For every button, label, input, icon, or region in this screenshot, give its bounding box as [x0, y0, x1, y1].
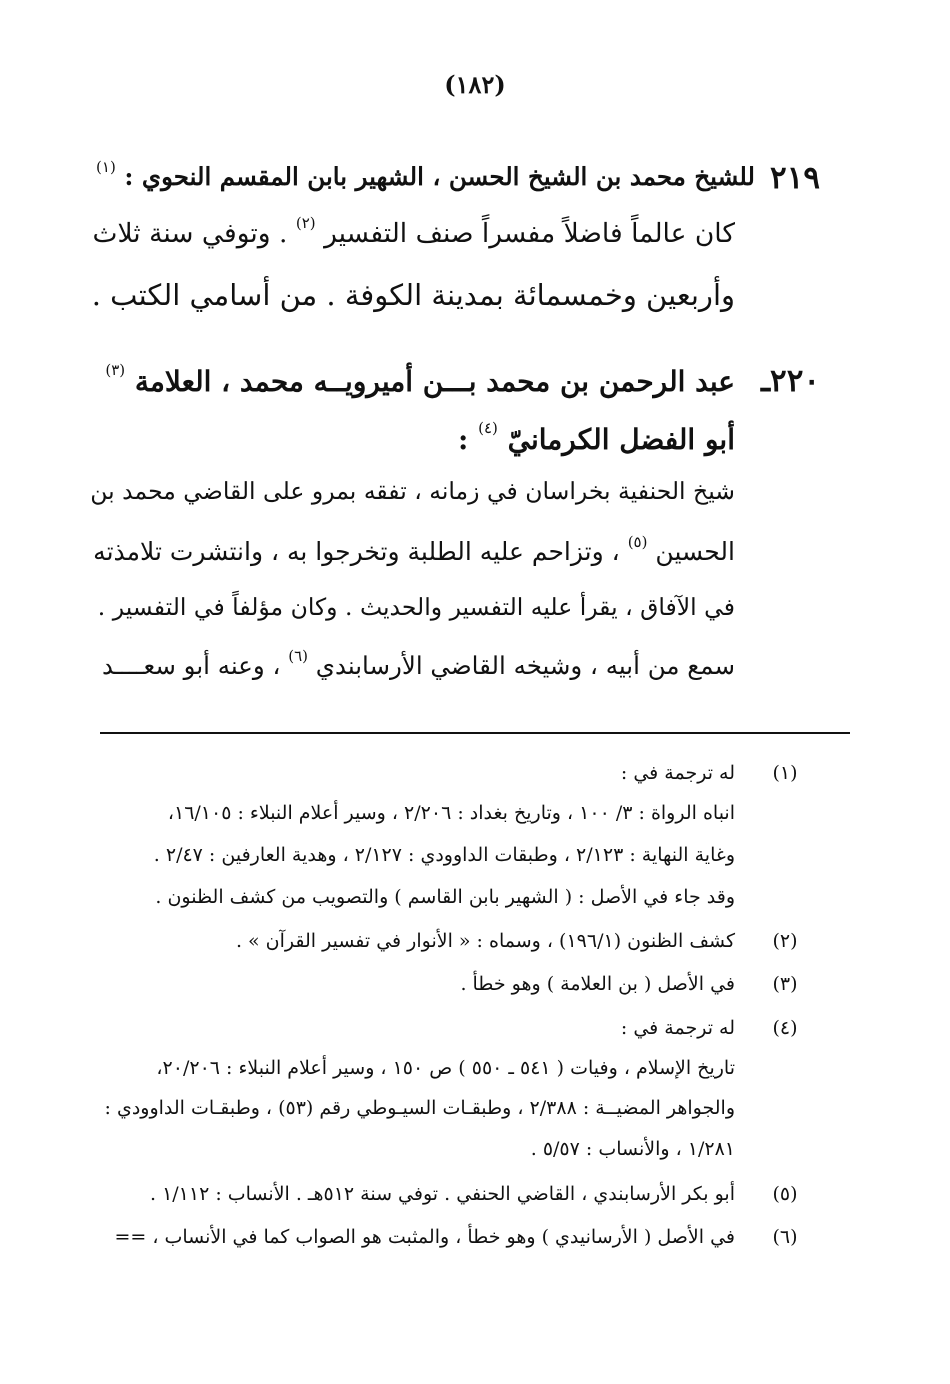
entry-220-heading-2-colon: : — [457, 423, 469, 456]
footnote-ref-1[interactable]: (١) — [96, 158, 116, 176]
entry-220-line-4-text-b: ، وعنه أبو سعــــد — [101, 651, 281, 680]
entry-220-number: ٢٢٠ـ — [760, 363, 820, 399]
footnote-4-line-4: ١/٢٨١ ، والأنساب : ٥/٥٧ . — [530, 1138, 735, 1160]
entry-219-line-1-text-b: . وتوفي سنة ثلاث — [92, 218, 288, 249]
footnote-1-line-3: وغاية النهاية : ٢/١٢٣ ، وطبقات الداوودي : ٢/١٢٧ ، وهدية العارفين : ٢/٤٧ . — [153, 844, 735, 866]
entry-220-line-3: في الآفاق ، يقرأ عليه التفسير والحديث . وكان مؤلفاً في التفسير . — [97, 593, 735, 621]
footnote-3-number: (٣) — [772, 973, 798, 995]
footnote-1-line-1: له ترجمة في : — [620, 762, 735, 784]
footnote-separator — [100, 732, 850, 734]
entry-219-number: ٢١٩ — [770, 160, 820, 196]
footnote-4-line-1: له ترجمة في : — [620, 1017, 735, 1039]
footnote-ref-3[interactable]: (٣) — [105, 361, 126, 379]
footnote-1-line-4: وقد جاء في الأصل : ( الشهير بابن القاسم ) والتصويب من كشف الظنون . — [155, 886, 735, 908]
footnote-ref-6[interactable]: (٦) — [288, 647, 308, 665]
footnote-6-line-1: في الأصل ( الأرسانيدي ) وهو خطأ ، والمثبت هو الصواب كما في الأنساب ، == — [114, 1226, 735, 1248]
entry-219-line-2: وأربعين وخمسمائة بمدينة الكوفة . من أسامي الكتب . — [91, 278, 735, 312]
entry-220-line-2-text-a: الحسين — [655, 537, 735, 566]
footnote-6-number: (٦) — [772, 1226, 798, 1248]
entry-220-heading-1-text: عبد الرحمن بن محمد بـــن أميرويــه محمد ، العلامة — [134, 365, 735, 398]
footnote-1-number: (١) — [772, 762, 798, 784]
entry-219-line-1-text-a: كان عالماً فاضلاً مفسراً صنف التفسير — [324, 218, 735, 249]
footnote-ref-2[interactable]: (٢) — [295, 214, 316, 232]
entry-219-line-1 — [92, 214, 735, 249]
entry-220-heading-2-text: أبو الفضل الكرمانيّ — [507, 423, 735, 456]
footnote-4-number: (٤) — [772, 1017, 798, 1039]
entry-219-heading-text: للشيخ محمد بن الشيخ الحسن ، الشهير بابن المقسم النحوي : — [124, 162, 755, 191]
page-number: (١٨٢) — [444, 70, 506, 99]
footnote-2-number: (٢) — [772, 930, 798, 952]
footnote-1-line-2: انباه الرواة : ٣/ ١٠٠ ، وتاريخ بغداد : ٢/٢٠٦ ، وسير أعلام النبلاء : ١٦/١٠٥، — [167, 802, 735, 824]
footnote-2-line-1: كشف الظنون (١٩٦/١) ، وسماه : « الأنوار في تفسير القرآن » . — [235, 930, 735, 952]
footnote-4-line-3: والجواهر المضيــة : ٢/٣٨٨ ، وطبقـات السيـوطي رقم (٥٣) ، وطبقـات الداوودي : — [104, 1097, 735, 1119]
entry-220-line-2 — [93, 533, 735, 566]
entry-220-line-1: شيخ الحنفية بخراسان في زمانه ، تفقه بمرو على القاضي محمد بن — [90, 477, 735, 505]
footnote-4-line-2: تاريخ الإسلام ، وفيات ( ٥٤١ ـ ٥٥٠ ) ص ١٥٠ ، وسير أعلام النبلاء : ٢٠/٢٠٦، — [156, 1057, 735, 1079]
footnote-5-number: (٥) — [772, 1183, 798, 1205]
entry-220-line-4 — [101, 647, 735, 680]
entry-220-line-2-text-b: ، وتزاحم عليه الطلبة وتخرجوا به ، وانتشرت تلامذته — [93, 537, 620, 566]
footnote-ref-5[interactable]: (٥) — [627, 533, 648, 551]
entry-220-heading-2 — [457, 419, 735, 456]
footnote-3-line-1: في الأصل ( بن العلامة ) وهو خطأ . — [460, 973, 735, 995]
entry-219-heading — [96, 158, 755, 191]
entry-220-line-4-text-a: سمع من أبيه ، وشيخه القاضي الأرسابندي — [315, 651, 735, 680]
entry-220-heading-1 — [105, 361, 735, 398]
footnote-ref-4[interactable]: (٤) — [478, 419, 498, 437]
footnote-5-line-1: أبو بكر الأرسابندي ، القاضي الحنفي . توفي سنة ٥١٢هـ . الأنساب : ١/١١٢ . — [149, 1183, 735, 1205]
